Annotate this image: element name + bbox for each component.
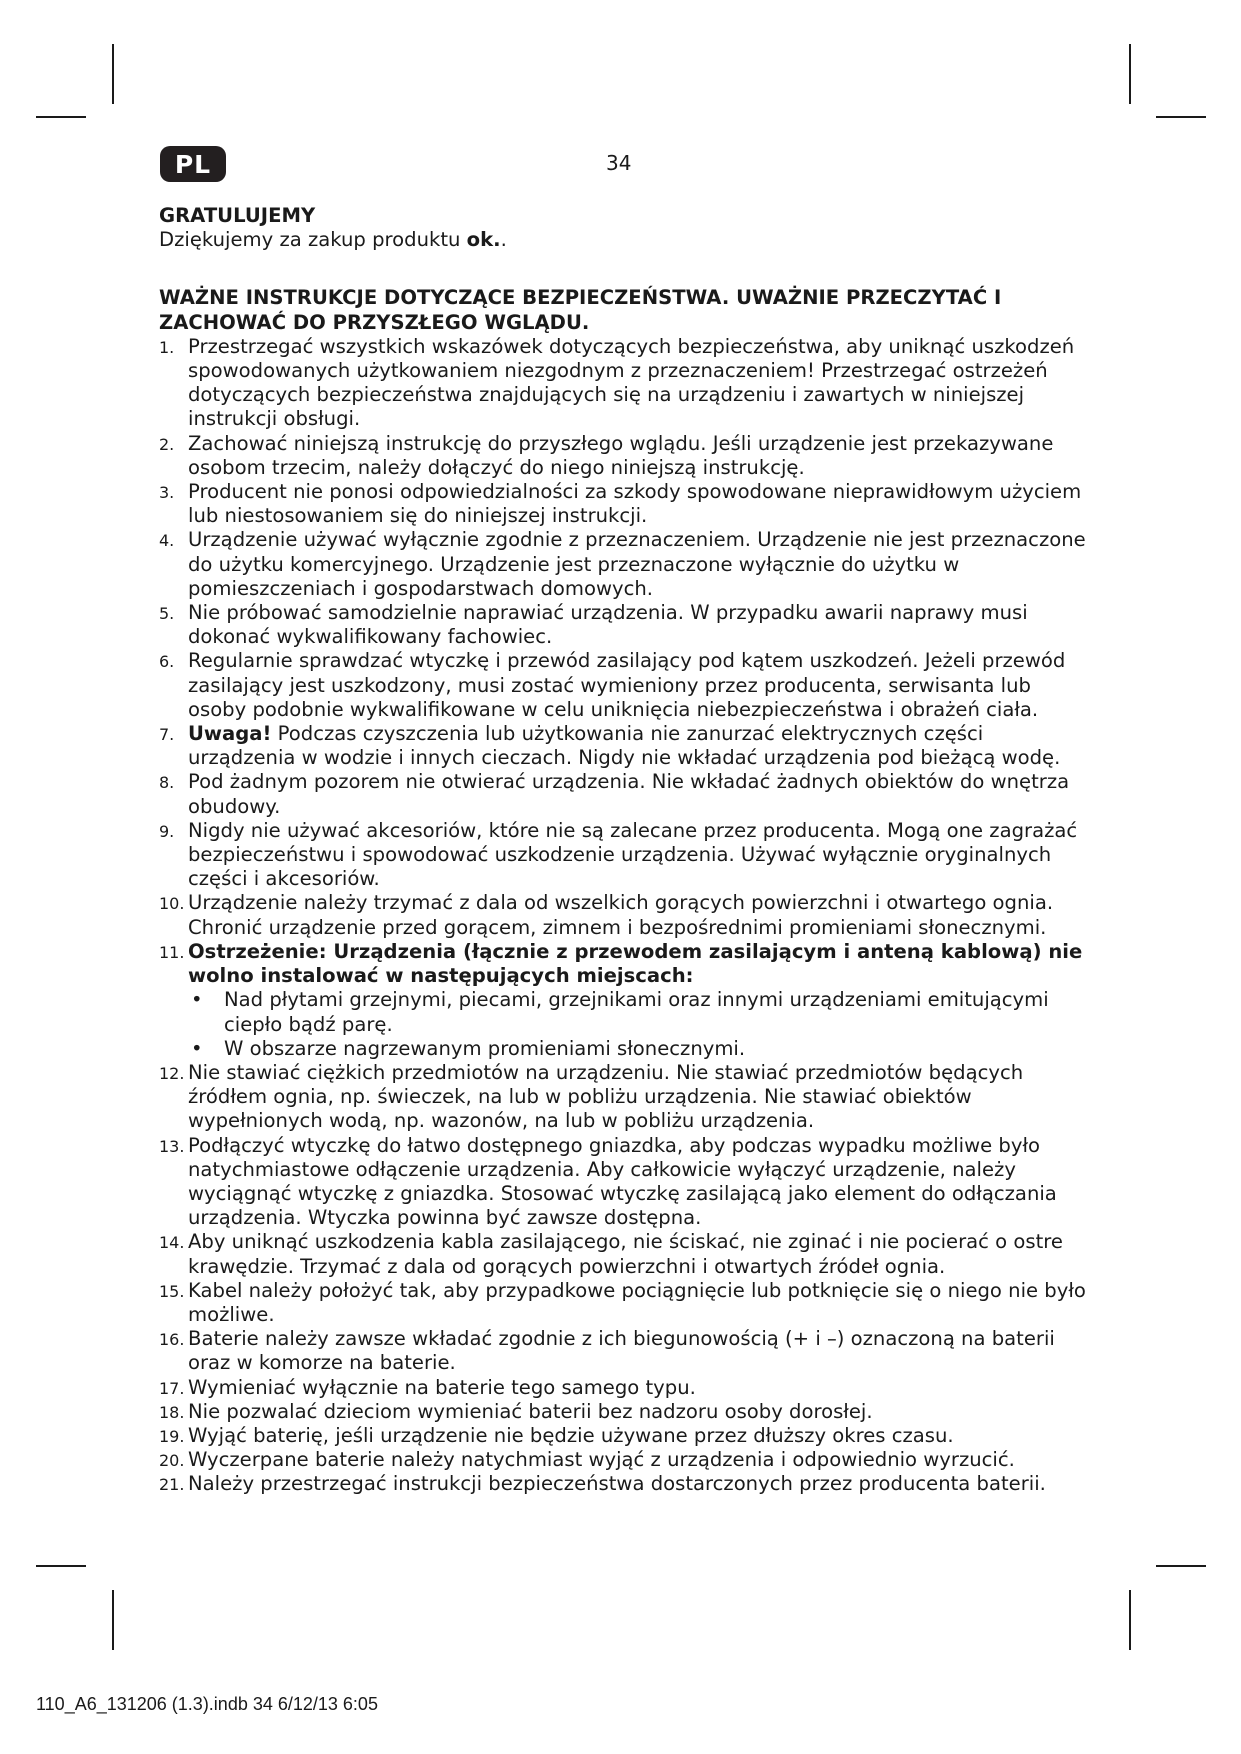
safety-item-number: 9. [159,821,175,841]
safety-item-number: 10. [159,894,185,914]
safety-item-text: Kabel należy położyć tak, aby przypadkowe pociągnięcie lub potknięcie się o niego nie było możliwe. [188,1278,1086,1326]
safety-item [159,940,1089,1061]
safety-item-text: Przestrzegać wszystkich wskazówek dotyczących bezpieczeństwa, aby uniknąć uszkodzeń spowodowanych użytkowaniem niezgodnym z przeznaczeniem! Przestrzegać ostrzeżeń dotyczących bezpieczeństwa znajdujących się na urządzeniu i zawartych w niniejszej instrukcji obsługi. [188,334,1075,431]
safety-item-text: Należy przestrzegać instrukcji bezpieczeństwa dostarczonych przez producenta baterii. [188,1472,1046,1496]
safety-item [159,722,1089,770]
safety-item-text: Aby uniknąć uszkodzenia kabla zasilającego, nie ściskać, nie zginać i nie pocierać o ostre krawędzie. Trzymać z dala od gorących powierzchni i otwartych źródeł ognia. [188,1230,1063,1278]
safety-item-number: 4. [159,531,175,551]
safety-item-number: 1. [159,337,175,357]
crop-mark-bottom-left-vertical [112,1590,114,1650]
safety-item-text: Nie pozwalać dzieciom wymieniać baterii bez nadzoru osoby dorosłej. [188,1399,873,1423]
safety-item-text: Urządzenie należy trzymać z dala od wszelkich gorących powierzchni i otwartego ognia. Chronić urządzenie przed gorącem, zimnem i bezpośrednimi promieniami słonecznymi. [188,891,1054,939]
brand-name: ok. [466,228,501,252]
safety-item-text: Regularnie sprawdzać wtyczkę i przewód zasilający pod kątem uszkodzeń. Jeżeli przewód zasilający jest uszkodzony, musi zostać wymieniony przez producenta, serwisanta lub osoby podobnie wykwalifikowane w celu uniknięcia niebezpieczeństwa i obrażeń ciała. [188,649,1066,721]
safety-item-text: Podczas czyszczenia lub użytkowania nie zanurzać elektrycznych części urządzenia w wodzie i innych cieczach. Nigdy nie wkładać urządzenia pod bieżącą wodę. [188,722,1061,770]
safety-item [159,432,1089,480]
safety-item-number: 21. [159,1475,185,1495]
intro-title: GRATULUJEMY [159,204,316,227]
safety-instructions-list [159,335,1089,1497]
safety-item [159,528,1089,601]
safety-item-number: 17. [159,1378,185,1398]
safety-item [159,891,1089,939]
intro-thanks [159,228,1089,252]
safety-item-text: Nigdy nie używać akcesoriów, które nie są zalecane przez producenta. Mogą one zagrażać bezpieczeństwu i spowodować uszkodzenie urządzenia. Używać wyłącznie oryginalnych części i akcesoriów. [188,818,1078,891]
safety-item [159,819,1089,892]
safety-item-text: Nie stawiać ciężkich przedmiotów na urządzeniu. Nie stawiać przedmiotów będących źródłem ognia, np. świeczek, na lub w pobliżu urządzenia. Nie stawiać obiektów wypełnionych wodą, np. wazonów, na lub w pobliżu urządzenia. [188,1060,1024,1133]
crop-mark-top-left-horizontal [36,116,86,118]
crop-mark-top-left-vertical [112,44,114,104]
safety-item-number: 18. [159,1402,185,1422]
safety-item-text: Wyjąć baterię, jeśli urządzenie nie będzie używane przez dłuższy okres czasu. [188,1423,954,1447]
safety-item-text: Podłączyć wtyczkę do łatwo dostępnego gniazdka, aby podczas wypadku możliwe było natychmiastowe odłączenie urządzenia. Aby całkowicie wyłączyć urządzenie, należy wyciągnąć wtyczkę z gniazdka. Stosować wtyczkę zasilającą jako element do odłączania urządzenia. Wtyczka powinna być zawsze dostępna. [188,1133,1057,1230]
safety-item-number: 19. [159,1426,185,1446]
bullet-icon: • [191,1036,203,1060]
safety-item-text: Wymieniać wyłącznie na baterie tego samego typu. [188,1375,696,1399]
crop-mark-bottom-left-horizontal [36,1565,86,1567]
safety-item-number: 12. [159,1063,185,1083]
page-number: 34 [606,151,632,175]
safety-item-number: 6. [159,652,175,672]
crop-mark-bottom-right-vertical [1129,1590,1131,1650]
safety-item-text: Producent nie ponosi odpowiedzialności za szkody spowodowane nieprawidłowym użyciem lub niestosowaniem się do niniejszej instrukcji. [188,480,1082,528]
safety-item-text: Zachować niniejszą instrukcję do przyszłego wglądu. Jeśli urządzenie jest przekazywane osobom trzecim, należy dołączyć do niego niniejszą instrukcję. [188,431,1054,479]
safety-item [159,1400,1089,1424]
safety-item [159,335,1089,432]
thanks-prefix: Dziękujemy za zakup produktu [159,228,467,252]
safety-item-text: Urządzenie używać wyłącznie zgodnie z przeznaczeniem. Urządzenie nie jest przeznaczone do użytku komercyjnego. Urządzenie jest przeznaczone wyłącznie do użytku w pomieszczeniach i gospodarstwach domowych. [188,528,1086,600]
safety-sub-item [188,1037,1089,1061]
safety-item [159,1472,1089,1496]
safety-item-number: 15. [159,1281,185,1301]
language-badge: PL [160,146,226,182]
safety-item [159,770,1089,818]
crop-mark-bottom-right-horizontal [1156,1565,1206,1567]
safety-item [159,1061,1089,1134]
safety-item [159,1327,1089,1375]
crop-mark-top-right-horizontal [1156,116,1206,118]
safety-sub-list [188,988,1089,1061]
safety-item-text: Nie próbować samodzielnie naprawiać urządzenia. W przypadku awarii naprawy musi dokonać wykwalifikowany fachowiec. [188,601,1028,649]
safety-item-number: 5. [159,604,175,624]
safety-item [159,1424,1089,1448]
safety-item-text: Pod żadnym pozorem nie otwierać urządzenia. Nie wkładać żadnych obiektów do wnętrza obudowy. [188,770,1070,818]
safety-item-number: 8. [159,773,175,793]
safety-item [159,1279,1089,1327]
safety-item-number: 20. [159,1451,185,1471]
document-body [159,204,1089,1497]
safety-item-text: Wyczerpane baterie należy natychmiast wyjąć z urządzenia i odpowiednio wyrzucić. [188,1448,1015,1472]
safety-item-text: Baterie należy zawsze wkładać zgodnie z ich biegunowością (+ i –) oznaczoną na baterii oraz w komorze na baterie. [188,1327,1055,1375]
safety-item-emphasis: Uwaga! [188,722,272,746]
safety-item-number: 14. [159,1233,185,1253]
safety-item-number: 7. [159,725,175,745]
safety-sub-item [188,988,1089,1036]
crop-mark-top-right-vertical [1129,44,1131,104]
safety-item-number: 11. [159,942,185,962]
safety-sub-item-text: W obszarze nagrzewanym promieniami słonecznymi. [224,1036,746,1060]
safety-item-number: 13. [159,1136,185,1156]
print-slug: 110_A6_131206 (1.3).indb 34 6/12/13 6:05 [36,1694,378,1714]
safety-item [159,601,1089,649]
thanks-suffix: . [500,228,507,252]
safety-heading: WAŻNE INSTRUKCJE DOTYCZĄCE BEZPIECZEŃSTWA. UWAŻNIE PRZECZYTAĆ I ZACHOWAĆ DO PRZYSZŁEGO WGLĄDU. [159,286,1002,334]
safety-item [159,1134,1089,1231]
safety-item-number: 16. [159,1330,185,1350]
safety-item [159,1448,1089,1472]
safety-item [159,480,1089,528]
safety-item-number: 3. [159,483,175,503]
safety-item-number: 2. [159,434,175,454]
safety-item [159,1230,1089,1278]
safety-item-emphasis: Ostrzeżenie: Urządzenia (łącznie z przewodem zasilającym i anteną kablową) nie wolno instalować w następujących miejscach: [188,939,1083,988]
bullet-icon: • [191,988,203,1012]
safety-item [159,1376,1089,1400]
safety-sub-item-text: Nad płytami grzejnymi, piecami, grzejnikami oraz innymi urządzeniami emitującymi ciepło bądź parę. [224,988,1049,1036]
safety-item [159,649,1089,722]
